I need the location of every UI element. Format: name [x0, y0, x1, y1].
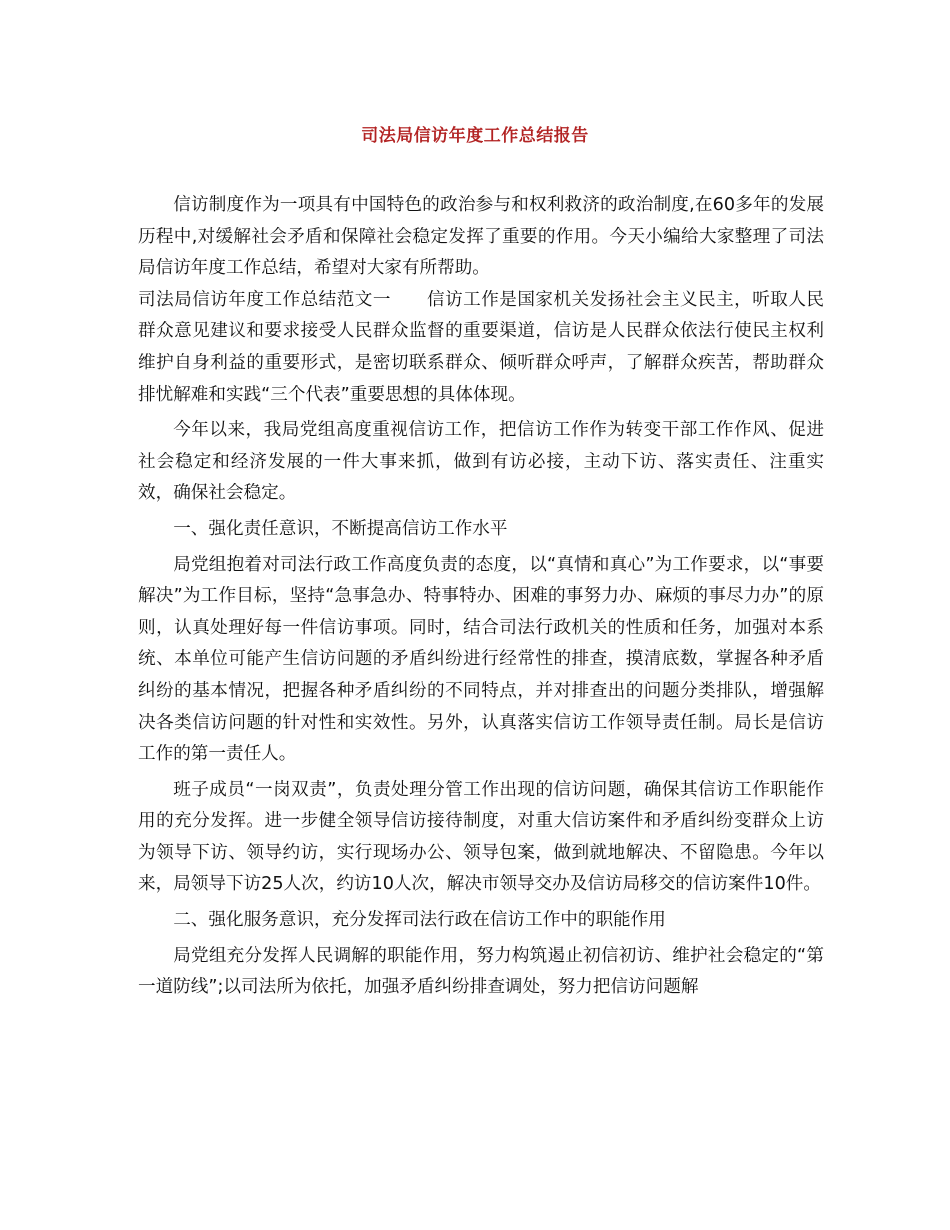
document-title: 司法局信访年度工作总结报告 — [361, 126, 589, 146]
paragraph-sample-one: 司法局信访年度工作总结范文一 信访工作是国家机关发扬社会主义民主，听取人民群众意见建议和要求接受人民群众监督的重要渠道，信访是人民群众依法行使民主权利维护自身利益的重要形式，是密切联系群众、倾听群众呼声，了解群众疾苦，帮助群众排忧解难和实践“三个代表”重要思想的具体体现。 — [138, 289, 824, 405]
section-heading-two: 二、强化服务意识，充分发挥司法行政在信访工作中的职能作用 — [173, 910, 666, 931]
paragraph-this-year: 今年以来，我局党组高度重视信访工作，把信访工作作为转变干部工作作风、促进社会稳定和经济发展的一件大事来抓，做到有访必接，主动下访、落实责任、注重实效，确保社会稳定。 — [138, 420, 824, 504]
paragraph-mediation: 局党组充分发挥人民调解的职能作用，努力构筑遏止初信初访、维护社会稳定的“第一道防线”;以司法所为依托，加强矛盾纠纷排查调处，努力把信访问题解 — [138, 945, 824, 998]
paragraph-team-members: 班子成员“一岗双责”，负责处理分管工作出现的信访问题，确保其信访工作职能作用的充分发挥。进一步健全领导信访接待制度，对重大信访案件和矛盾纠纷变群众上访为领导下访、领导约访，实行现场办公、领导包案，做到就地解决、不留隐患。今年以来，局领导下访25人次，约访10人次，解决市领导交办及信访局移交的信访案件10件。 — [138, 779, 824, 895]
paragraph-intro: 信访制度作为一项具有中国特色的政治参与和权利救济的政治制度,在60多年的发展历程中,对缓解社会矛盾和保障社会稳定发挥了重要的作用。今天小编给大家整理了司法局信访年度工作总结，希望对大家有所帮助。 — [138, 195, 824, 279]
document-body — [138, 190, 824, 1004]
section-heading-one: 一、强化责任意识，不断提高信访工作水平 — [173, 518, 508, 539]
paragraph-responsibility: 局党组抱着对司法行政工作高度负责的态度，以“真情和真心”为工作要求，以“事要解决”为工作目标，坚持“急事急办、特事特办、困难的事努力办、麻烦的事尽力办”的原则，认真处理好每一件信访事项。同时，结合司法行政机关的性质和任务，加强对本系统、本单位可能产生信访问题的矛盾纠纷进行经常性的排查，摸清底数，掌握各种矛盾纠纷的基本情况，把握各种矛盾纠纷的不同特点，并对排查出的问题分类排队，增强解决各类信访问题的针对性和实效性。另外，认真落实信访工作领导责任制。局长是信访工作的第一责任人。 — [138, 554, 824, 765]
